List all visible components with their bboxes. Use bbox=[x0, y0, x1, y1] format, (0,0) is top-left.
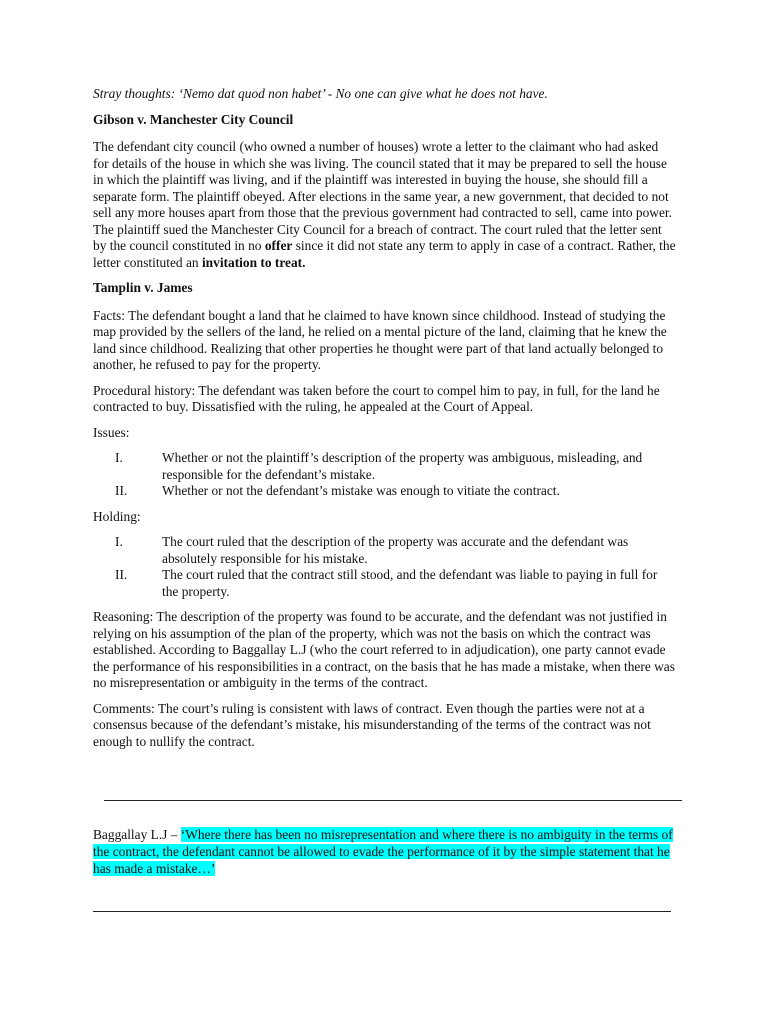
gibson-invitation: invitation to treat. bbox=[201, 254, 306, 270]
quote-attribution: Baggallay L.J – bbox=[93, 827, 181, 842]
list-item bbox=[93, 483, 676, 500]
divider-bottom bbox=[93, 911, 671, 912]
holding-label: Holding: bbox=[93, 508, 141, 524]
procedural-paragraph: Procedural history: The defendant was taken before the court to compel him to pay, in full, for the land he contracted to buy. Dissatisfied with the ruling, he appealed at the Court of Appeal. bbox=[93, 382, 660, 414]
list-number: I. bbox=[115, 534, 123, 549]
reasoning-paragraph: Reasoning: The description of the property was found to be accurate, and the defendant was not justified in relying on his assumption of the plan of the property, which was not the basis on which the contract was established. According to Baggallay L.J (who the court referred to in adjudication), one party cannot evade the performance of his responsibilities in a contract, on the basis that he has made a mistake, when there was no misrepresentation or ambiguity in the terms of the contract. bbox=[93, 609, 675, 690]
list-number: I. bbox=[115, 450, 123, 465]
gibson-text-2: since it did not state any term to apply in case of a contract. Rather, the letter constituted an bbox=[93, 238, 676, 270]
list-text: Whether or not the plaintiff’s description of the property was ambiguous, misleading, and responsible for the defendant’s mistake. bbox=[162, 450, 643, 482]
quote-block bbox=[93, 826, 673, 877]
gibson-text-1: The defendant city council (who owned a number of houses) wrote a letter to the claimant who had asked for details of the house in which she was living. The council stated that it may be prepared to sell the house in which the plaintiff was living, and if the plaintiff was interested in buying the house, she should fill a separate form. The plaintiff obeyed. After elections in the same year, a new government, that decided to not sell any more houses apart from those that the previous government had contracted to sell, came into power. The plaintiff sued the Manchester City Council for a breach of contract. The court ruled that the letter sent by the council constituted in no bbox=[93, 139, 672, 253]
list-item bbox=[93, 567, 676, 600]
highlighted-quote: ‘Where there has been no misrepresentation and where there is no ambiguity in the terms of the contract, the defendant cannot be allowed to evade the performance of it by the simple statement that he has made a mistake…’ bbox=[93, 827, 673, 876]
stray-thoughts: Stray thoughts: ‘Nemo dat quod non habet’ - No one can give what he does not have. bbox=[93, 86, 548, 101]
list-item bbox=[93, 450, 676, 483]
issues-label: Issues: bbox=[93, 424, 130, 440]
list-item bbox=[93, 534, 676, 567]
holding-list bbox=[93, 534, 676, 600]
gibson-offer: offer bbox=[264, 238, 293, 253]
case-title-tamplin: Tamplin v. James bbox=[93, 280, 193, 295]
list-text: Whether or not the defendant’s mistake was enough to vitiate the contract. bbox=[162, 483, 560, 498]
list-number: II. bbox=[115, 483, 128, 498]
case-title-gibson: Gibson v. Manchester City Council bbox=[93, 111, 294, 127]
divider-top bbox=[104, 800, 682, 801]
list-number: II. bbox=[115, 567, 128, 582]
issues-list bbox=[93, 450, 676, 500]
comments-paragraph: Comments: The court’s ruling is consistent with laws of contract. Even though the parties were not at a consensus because of the defendant’s mistake, his misunderstanding of the terms of the contract was not enough to nullify the contract. bbox=[93, 700, 651, 749]
facts-paragraph: Facts: The defendant bought a land that he claimed to have known since childhood. Instead of studying the map provided by the sellers of the land, he relied on a mental picture of the land, claiming that he knew the land since childhood. Realizing that other properties he thought were part of that land actually belonged to another, he refused to pay for the property. bbox=[93, 307, 667, 372]
list-text: The court ruled that the description of the property was accurate and the defendant was absolutely responsible for his mistake. bbox=[162, 534, 629, 566]
list-text: The court ruled that the contract still stood, and the defendant was liable to paying in full for the property. bbox=[162, 567, 658, 599]
gibson-paragraph bbox=[93, 139, 676, 271]
